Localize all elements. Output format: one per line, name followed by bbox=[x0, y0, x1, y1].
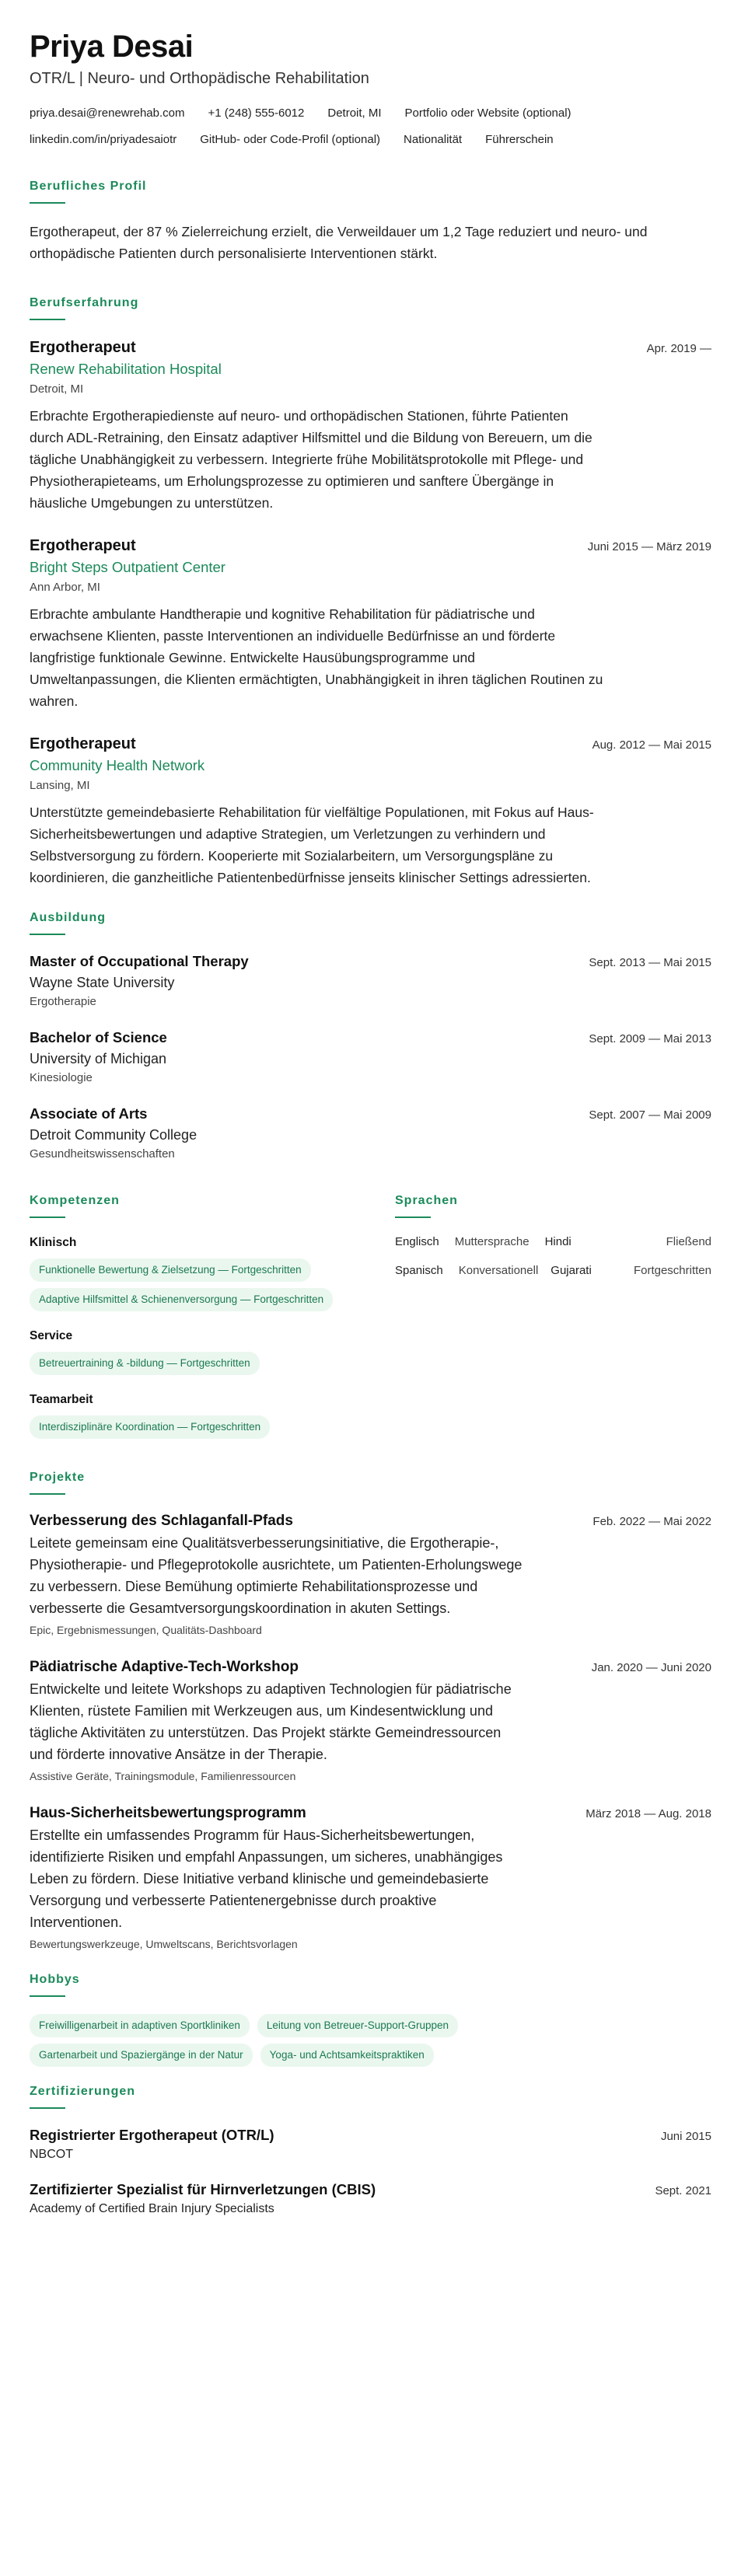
certification-org: NBCOT bbox=[30, 2148, 73, 2161]
job-entry bbox=[30, 536, 711, 712]
education-degree: Associate of Arts bbox=[30, 1105, 148, 1122]
project-description: Erstellte ein umfassendes Programm für Haus-Sicherheitsbewertungen, identifizierte Risiken und empfahl Anpassungen, um sicheres, unabhängiges Leben zu fördern. Diese Initiative verband klinische und gemeindebasierte Versorgung und verbesserte Patientenergebnisse durch proaktive Interventionen. bbox=[30, 1827, 503, 1930]
project-name: Haus-Sicherheitsbewertungsprogramm bbox=[30, 1805, 306, 1821]
skills-languages-section bbox=[30, 1193, 711, 1456]
project-tech: Epic, Ergebnismessungen, Qualitäts-Dashboard bbox=[30, 1624, 262, 1636]
skill-category: Teamarbeit bbox=[30, 1393, 93, 1406]
contact-phone[interactable]: +1 (248) 555-6012 bbox=[208, 106, 305, 120]
job-company: Bright Steps Outpatient Center bbox=[30, 559, 225, 575]
section-divider bbox=[30, 319, 65, 320]
project-tech: Assistive Geräte, Trainingsmodule, Familienressourcen bbox=[30, 1770, 296, 1782]
section-divider bbox=[395, 1216, 431, 1218]
contact-github[interactable]: GitHub- oder Code-Profil (optional) bbox=[200, 133, 381, 146]
hobby-chip: Leitung von Betreuer-Support-Gruppen bbox=[257, 2014, 458, 2037]
contact-list-secondary bbox=[30, 132, 711, 148]
skill-chip: Adaptive Hilfsmittel & Schienenversorgung — Fortgeschritten bbox=[30, 1288, 333, 1311]
skill-chips bbox=[30, 1352, 364, 1375]
summary-text: Ergotherapeut, der 87 % Zielerreichung erzielt, die Verweildauer um 1,2 Tage reduziert und neuro- und orthopädische Patienten durch personalisierte Interventionen stärkt. bbox=[30, 224, 648, 261]
contact-nationality: Nationalität bbox=[404, 133, 463, 146]
project-date: Jan. 2020 — Juni 2020 bbox=[591, 1661, 711, 1674]
section-divider bbox=[30, 1216, 65, 1218]
hobby-chips bbox=[30, 2014, 558, 2067]
hobby-chip: Freiwilligenarbeit in adaptiven Sportkliniken bbox=[30, 2014, 250, 2037]
contact-email[interactable]: priya.desai@renewrehab.com bbox=[30, 106, 185, 120]
education-date: Sept. 2013 — Mai 2015 bbox=[589, 956, 711, 969]
certification-name: Registrierter Ergotherapeut (OTR/L) bbox=[30, 2127, 274, 2143]
section-divider bbox=[30, 1995, 65, 1997]
project-description: Entwickelte und leitete Workshops zu adaptiven Technologien für pädiatrische Klienten, rüstete Familien mit Werkzeugen aus, um Kindesentwicklung und tägliche Aktivitäten zu unterstützen. Das Projekt stärkte Gemeindressourcen und förderte innovative Ansätze in der Therapie. bbox=[30, 1681, 512, 1762]
project-entry bbox=[30, 1512, 711, 1638]
job-location: Ann Arbor, MI bbox=[30, 581, 100, 594]
job-date: Apr. 2019 — bbox=[646, 342, 711, 355]
job-entry bbox=[30, 734, 711, 888]
contact-list bbox=[30, 106, 711, 121]
certification-date: Juni 2015 bbox=[660, 2130, 711, 2143]
job-location: Detroit, MI bbox=[30, 382, 84, 396]
education-date: Sept. 2007 — Mai 2009 bbox=[589, 1108, 711, 1122]
resume bbox=[30, 28, 711, 2218]
language-name: Englisch bbox=[395, 1235, 439, 1248]
job-date: Juni 2015 — März 2019 bbox=[587, 540, 711, 553]
language-row bbox=[395, 1235, 711, 1248]
job-description: Erbrachte Ergotherapiedienste auf neuro- und orthopädischen Stationen, führte Patienten durch ADL-Retraining, den Einsatz adaptiver Hilfsmittel und die Bildung von Bereuern, um die tägliche Unabhängigkeit zu verbessern. Integrierte frühe Mobilitätsprotokolle mit Pflege- und Physiotherapieteams, um Erholungsprozesse zu optimieren und sanftere Übergänge in häusliche Umgebungen zu unterstützen. bbox=[30, 408, 592, 511]
skill-chip: Betreuertraining & -bildung — Fortgeschritten bbox=[30, 1352, 260, 1375]
education-date: Sept. 2009 — Mai 2013 bbox=[589, 1032, 711, 1045]
education-field: Gesundheitswissenschaften bbox=[30, 1147, 175, 1161]
language-name: Hindi bbox=[544, 1235, 571, 1248]
section-title-skills: Kompetenzen bbox=[30, 1194, 120, 1207]
section-divider bbox=[30, 2107, 65, 2109]
certification-entry bbox=[30, 2180, 711, 2218]
section-title-languages: Sprachen bbox=[395, 1194, 458, 1207]
section-title-education: Ausbildung bbox=[30, 911, 106, 924]
job-date: Aug. 2012 — Mai 2015 bbox=[592, 738, 711, 752]
language-name: Spanisch bbox=[395, 1264, 443, 1277]
certification-entry bbox=[30, 2126, 711, 2163]
hobby-chip: Yoga- und Achtsamkeitspraktiken bbox=[260, 2044, 434, 2067]
job-company: Community Health Network bbox=[30, 757, 205, 773]
section-divider bbox=[30, 202, 65, 204]
certification-org: Academy of Certified Brain Injury Specialists bbox=[30, 2202, 274, 2215]
project-tech: Bewertungswerkzeuge, Umweltscans, Berichtsvorlagen bbox=[30, 1938, 298, 1950]
skill-chip: Funktionelle Bewertung & Zielsetzung — Fortgeschritten bbox=[30, 1258, 311, 1282]
project-date: März 2018 — Aug. 2018 bbox=[585, 1807, 711, 1820]
contact-location: Detroit, MI bbox=[327, 106, 382, 120]
section-divider bbox=[30, 1493, 65, 1495]
education-field: Ergotherapie bbox=[30, 995, 96, 1008]
job-role: Ergotherapeut bbox=[30, 735, 136, 752]
contact-portfolio[interactable]: Portfolio oder Website (optional) bbox=[404, 106, 571, 120]
project-entry bbox=[30, 1658, 711, 1784]
skill-chips bbox=[30, 1258, 364, 1311]
language-level: Fortgeschritten bbox=[633, 1264, 711, 1277]
section-title-hobbies: Hobbys bbox=[30, 1973, 80, 1986]
section-title-certifications: Zertifizierungen bbox=[30, 2085, 136, 2098]
project-date: Feb. 2022 — Mai 2022 bbox=[592, 1515, 711, 1528]
job-company: Renew Rehabilitation Hospital bbox=[30, 361, 222, 377]
hobby-chip: Gartenarbeit und Spaziergänge in der Natur bbox=[30, 2044, 253, 2067]
skill-category: Klinisch bbox=[30, 1236, 77, 1249]
education-degree: Bachelor of Science bbox=[30, 1029, 167, 1045]
resume-header bbox=[30, 28, 711, 148]
certifications-section bbox=[30, 2084, 711, 2218]
candidate-name: Priya Desai bbox=[30, 30, 194, 64]
projects-section bbox=[30, 1470, 711, 1952]
job-location: Lansing, MI bbox=[30, 779, 90, 792]
project-entry bbox=[30, 1804, 711, 1952]
section-divider bbox=[30, 934, 65, 935]
languages-column bbox=[395, 1193, 711, 1456]
certification-name: Zertifizierter Spezialist für Hirnverletzungen (CBIS) bbox=[30, 2181, 376, 2197]
education-entry bbox=[30, 952, 711, 1010]
education-degree: Master of Occupational Therapy bbox=[30, 953, 249, 969]
job-role: Ergotherapeut bbox=[30, 537, 136, 554]
job-description: Erbrachte ambulante Handtherapie und kognitive Rehabilitation für pädiatrische und erwachsene Klienten, passte Interventionen an individuelle Bedürfnisse an und förderte langfristige funktionale Gewinne. Entwickelte Hausübungsprogramme und Umweltanpassungen, die Klienten ermächtigten, Unabhängigkeit in ihren täglichen Routinen zu wahren. bbox=[30, 606, 603, 709]
hobbies-section bbox=[30, 1972, 711, 2067]
language-name: Gujarati bbox=[551, 1264, 592, 1277]
language-level: Konversationell bbox=[458, 1264, 539, 1277]
job-entry bbox=[30, 337, 711, 514]
education-school: Wayne State University bbox=[30, 975, 175, 990]
section-title-summary: Berufliches Profil bbox=[30, 180, 147, 193]
summary-section bbox=[30, 179, 711, 264]
education-entry bbox=[30, 1105, 711, 1162]
skill-chips bbox=[30, 1415, 364, 1439]
education-field: Kinesiologie bbox=[30, 1071, 93, 1084]
education-school: Detroit Community College bbox=[30, 1127, 197, 1143]
education-entry bbox=[30, 1028, 711, 1086]
project-description: Leitete gemeinsam eine Qualitätsverbesserungsinitiative, die Ergotherapie-, Physiotherapie- und Pflegeprotokolle ausrichtete, um Patienten-Erholungswege zu verbessern. Diese Bemühung optimierte Rehabilitationsprozesse und verbesserte die Gesamtversorgungskoordination in akuten Settings. bbox=[30, 1535, 523, 1616]
language-level: Fließend bbox=[666, 1235, 711, 1248]
language-level: Muttersprache bbox=[454, 1235, 530, 1248]
contact-license: Führerschein bbox=[485, 133, 554, 146]
section-title-experience: Berufserfahrung bbox=[30, 296, 139, 309]
certification-date: Sept. 2021 bbox=[655, 2184, 711, 2197]
candidate-headline: OTR/L | Neuro- und Orthopädische Rehabilitation bbox=[30, 70, 369, 87]
education-section bbox=[30, 910, 711, 1162]
skill-category: Service bbox=[30, 1329, 73, 1342]
section-title-projects: Projekte bbox=[30, 1471, 86, 1484]
experience-section bbox=[30, 295, 711, 888]
project-name: Pädiatrische Adaptive-Tech-Workshop bbox=[30, 1659, 299, 1675]
education-school: University of Michigan bbox=[30, 1051, 167, 1066]
project-name: Verbesserung des Schlaganfall-Pfads bbox=[30, 1513, 293, 1529]
skill-chip: Interdisziplinäre Koordination — Fortgeschritten bbox=[30, 1415, 270, 1439]
contact-linkedin[interactable]: linkedin.com/in/priyadesaiotr bbox=[30, 133, 177, 146]
skills-column bbox=[30, 1193, 364, 1456]
job-description: Unterstützte gemeindebasierte Rehabilitation für vielfältige Populationen, mit Fokus auf Haus-Sicherheitsbewertungen und adaptive Strategien, um Verletzungen zu verhindern und Selbstversorgung zu fördern. Kooperierte mit Sozialarbeitern, um Versorgungspläne zu koordinieren, die ganzheitliche Patientenbedürfnisse jenseits klinischer Settings adressierten. bbox=[30, 805, 594, 885]
language-row bbox=[395, 1264, 711, 1277]
job-role: Ergotherapeut bbox=[30, 339, 136, 356]
